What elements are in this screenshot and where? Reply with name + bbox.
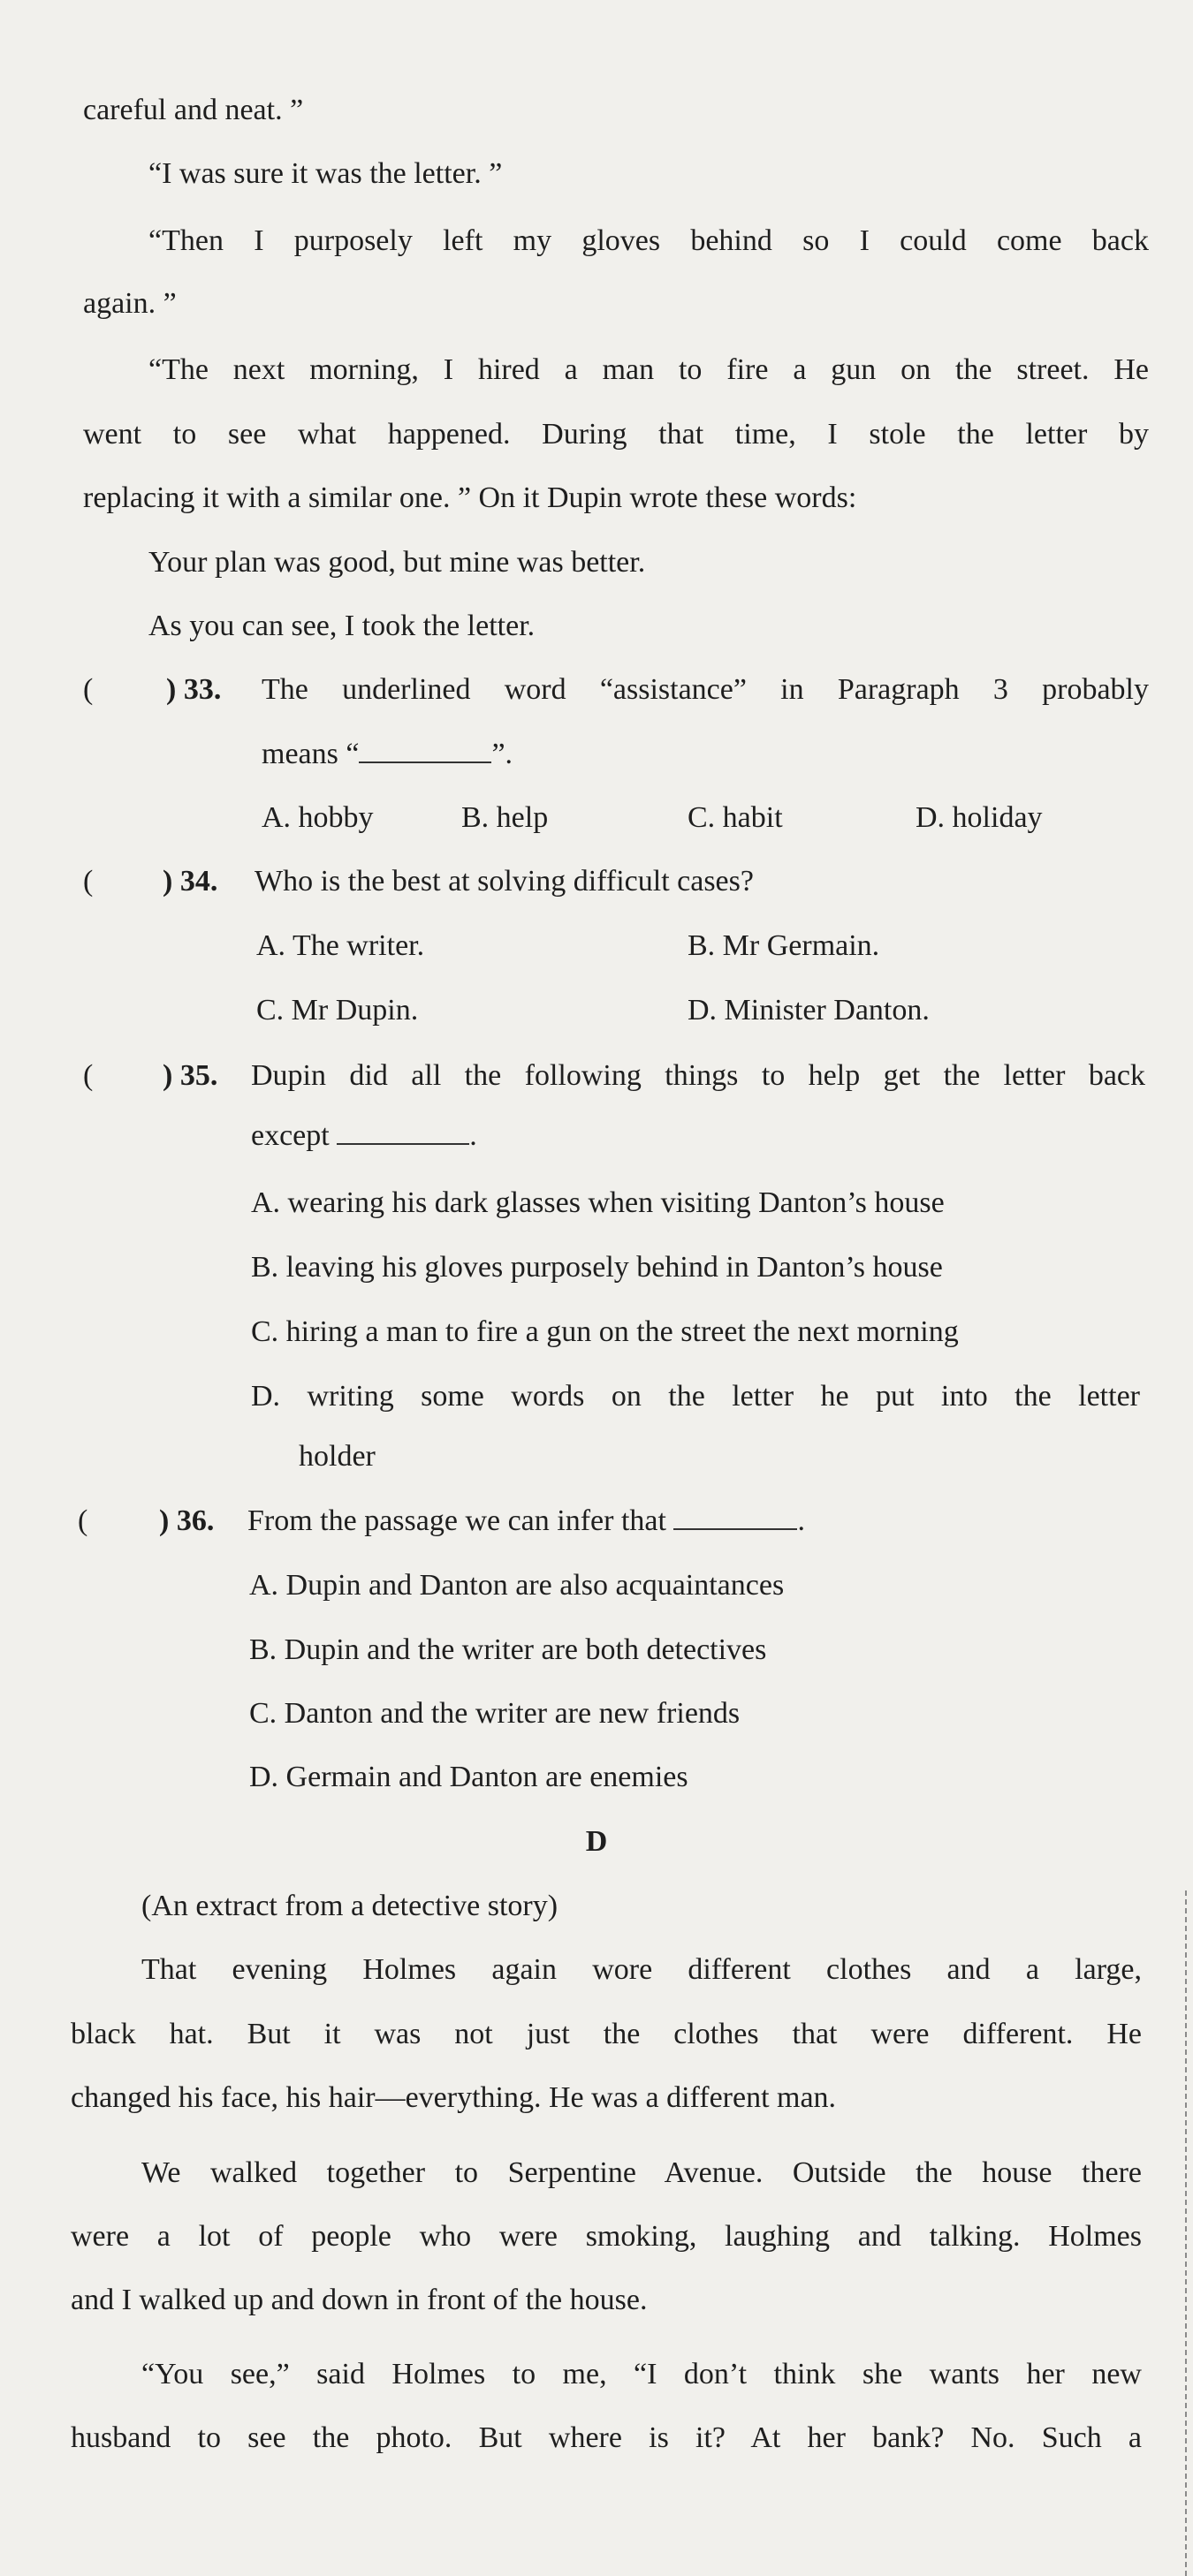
option-a[interactable]: A. wearing his dark glasses when visiting Danton’s house (251, 1186, 945, 1219)
section-heading: D (585, 1825, 608, 1858)
question-stem: Dupin did all the following things to help get the letter back (251, 1059, 1145, 1092)
option-d[interactable]: D. Minister Danton. (688, 994, 930, 1027)
option-d[interactable]: D. holiday (916, 801, 1043, 834)
stem-text: except (251, 1119, 330, 1152)
answer-paren[interactable]: ( (83, 1059, 94, 1092)
stem-text: ”. (491, 738, 513, 770)
passage-line: As you can see, I took the letter. (148, 610, 536, 642)
passage-line: careful and neat. ” (83, 94, 304, 126)
letter-quote-line: Your plan was good, but mine was better. (148, 546, 646, 579)
question-stem (247, 1502, 805, 1541)
passage-line: That evening Holmes again wore different clothes and a large, (141, 1953, 1142, 1986)
option-c[interactable]: C. hiring a man to fire a gun on the street the next morning (251, 1315, 959, 1348)
cut-line-divider (1185, 1890, 1187, 2576)
passage-line: We walked together to Serpentine Avenue. Outside the house there (141, 2156, 1142, 2189)
option-a[interactable]: A. Dupin and Danton are also acquaintances (249, 1569, 785, 1602)
option-b[interactable]: B. Dupin and the writer are both detectives (249, 1633, 767, 1666)
option-b[interactable]: B. leaving his gloves purposely behind in Danton’s house (251, 1251, 943, 1284)
option-c[interactable]: C. Danton and the writer are new friends (249, 1697, 741, 1730)
passage-line: were a lot of people who were smoking, laughing and talking. Holmes (71, 2220, 1142, 2253)
passage-line: and I walked up and down in front of the house. (71, 2284, 648, 2316)
passage-line: changed his face, his hair—everything. He was a different man. (71, 2081, 837, 2114)
stem-text: . (797, 1504, 805, 1537)
passage-line: replacing it with a similar one. ” On it Dupin wrote these words: (83, 481, 857, 514)
option-d[interactable]: D. writing some words on the letter he put into the letter (251, 1380, 1140, 1413)
passage-line: “I was sure it was the letter. ” (148, 157, 503, 190)
option-c[interactable]: C. habit (688, 801, 783, 834)
option-d-continued: holder (299, 1440, 376, 1473)
answer-paren[interactable]: ( (83, 673, 94, 706)
section-intro: (An extract from a detective story) (141, 1890, 559, 1922)
stem-text: means “ (262, 738, 360, 770)
stem-text: . (469, 1119, 477, 1152)
question-number: ) 36. (159, 1504, 215, 1537)
option-d[interactable]: D. Germain and Danton are enemies (249, 1761, 688, 1793)
option-a[interactable]: A. The writer. (256, 929, 425, 962)
answer-paren[interactable]: ( (78, 1504, 88, 1537)
option-b[interactable]: B. Mr Germain. (688, 929, 880, 962)
stem-text: From the passage we can infer that (247, 1504, 666, 1537)
option-a[interactable]: A. hobby (262, 801, 374, 834)
passage-line: “You see,” said Holmes to me, “I don’t think she wants her new (141, 2358, 1142, 2390)
question-stem (262, 735, 513, 774)
option-b[interactable]: B. help (461, 801, 549, 834)
question-stem: The underlined word “assistance” in Paragraph 3 probably (262, 673, 1149, 706)
question-number: ) 35. (163, 1059, 218, 1092)
question-stem: Who is the best at solving difficult cases? (255, 865, 754, 898)
passage-line: “Then I purposely left my gloves behind so I could come back (148, 224, 1149, 257)
passage-line: husband to see the photo. But where is it? At her bank? No. Such a (71, 2421, 1142, 2454)
passage-line: black hat. But it was not just the clothes that were different. He (71, 2018, 1142, 2050)
passage-line: “The next morning, I hired a man to fire a gun on the street. He (148, 353, 1149, 386)
answer-blank[interactable] (359, 735, 491, 763)
question-number: ) 33. (166, 673, 222, 706)
answer-blank[interactable] (673, 1502, 797, 1530)
question-number: ) 34. (163, 865, 218, 898)
option-c[interactable]: C. Mr Dupin. (256, 994, 419, 1027)
answer-blank[interactable] (337, 1117, 469, 1145)
answer-paren[interactable]: ( (83, 865, 94, 898)
passage-line: went to see what happened. During that time, I stole the letter by (83, 418, 1149, 451)
question-stem (251, 1117, 477, 1155)
passage-line: again. ” (83, 287, 177, 320)
